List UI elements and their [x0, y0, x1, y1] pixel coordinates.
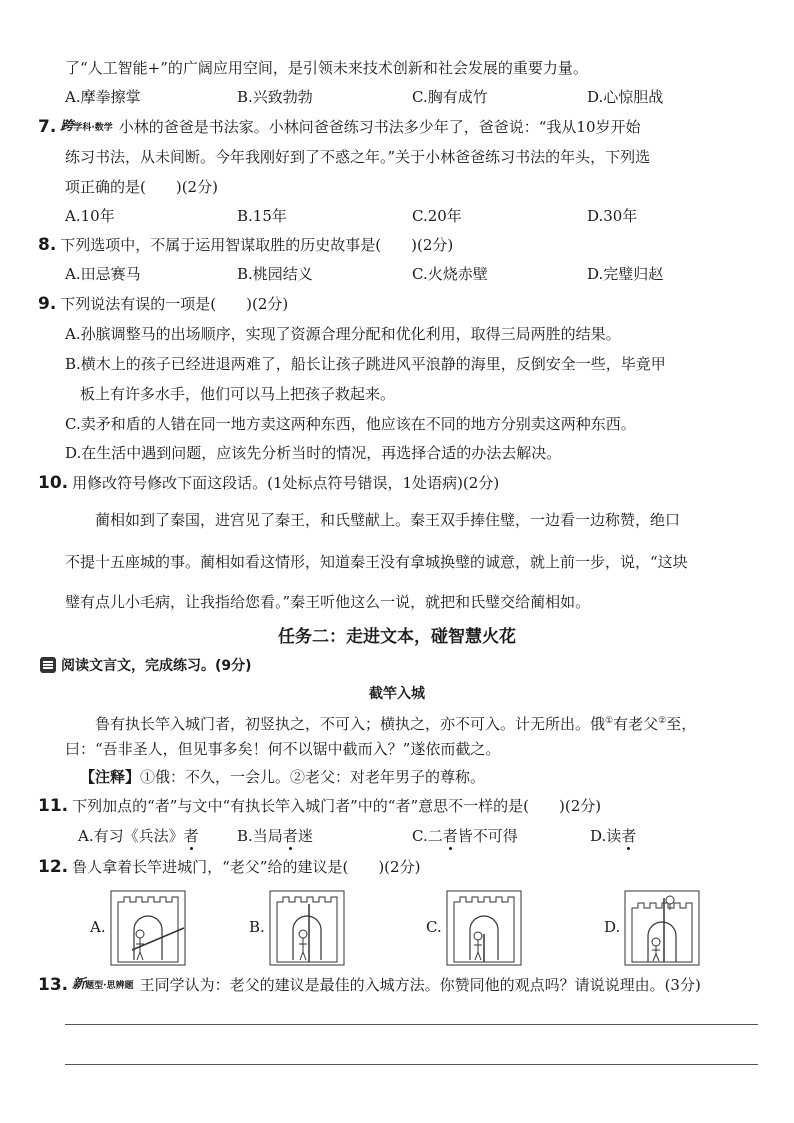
q6-tail-text: 了“人工智能+”的广阔应用空间，是引领未来技术创新和社会发展的重要力量。 — [65, 59, 588, 77]
q9-option-b[interactable]: B.横木上的孩子已经进退两难了，船长让孩子跳进风平浪静的海里，反倒安全一些，毕竟甲 — [65, 355, 666, 373]
q13-number: 13. — [38, 975, 69, 995]
q11-option-d[interactable]: D.读者 — [590, 827, 637, 845]
section-three-icon — [40, 657, 56, 673]
q7-line1: 7. 跨学科·数学 小林的爸爸是书法家。小林问爸爸练习书法多少年了，爸爸说：“我从10岁开始 — [38, 117, 641, 137]
q13-question: 13. 新题型·思辨题 王同学认为：老父的建议是最佳的入城方法。你赞同他的观点吗？请说说理由。(3分) — [38, 975, 701, 995]
q8-option-d[interactable]: D.完璧归赵 — [587, 265, 664, 283]
q6-option-b[interactable]: B.兴致勃勃 — [237, 88, 313, 106]
answer-line-2[interactable] — [65, 1064, 758, 1065]
q9-option-c[interactable]: C.卖矛和盾的人错在同一地方卖这两种东西，他应该在不同的地方分别卖这两种东西。 — [65, 415, 636, 433]
q11-question: 11. 下列加点的“者”与文中“有执长竿入城门者”中的“者”意思不一样的是( )(2分) — [38, 796, 602, 816]
q11-option-a[interactable]: A.有习《兵法》者 — [78, 827, 199, 845]
q7-option-d[interactable]: D.30年 — [587, 207, 638, 225]
q9-option-d[interactable]: D.在生活中遇到问题，应该先分析当时的情况，再选择合适的办法去解决。 — [65, 444, 562, 462]
q7-number: 7. — [38, 117, 57, 137]
q9-option-a[interactable]: A.孙膑调整马的出场顺序，实现了资源合理分配和优化利用，取得三局两胜的结果。 — [65, 325, 621, 343]
q8-option-a[interactable]: A.田忌赛马 — [65, 265, 141, 283]
new-type-tag: 新题型·思辨题 — [72, 977, 134, 992]
q8-number: 8. — [38, 235, 57, 255]
q12-picture-b-gate-vertical-pole[interactable] — [269, 890, 345, 966]
q8-option-c[interactable]: C.火烧赤壁 — [412, 265, 488, 283]
answer-line-1[interactable] — [65, 1024, 758, 1025]
passage-title: 截竿入城 — [369, 686, 425, 702]
q10-question: 10. 用修改符号修改下面这段话。(1处标点符号错误，1处语病)(2分) — [38, 473, 500, 493]
q10-paragraph-line3: 璧有点儿小毛病，让我指给您看。”秦王听他这么一说，就把和氏璧交给蔺相如。 — [65, 593, 591, 611]
task2-title: 任务二：走进文本，碰智慧火花 — [278, 627, 516, 647]
q12-picture-a-gate-diagonal-pole[interactable] — [110, 890, 186, 966]
q7-option-a[interactable]: A.10年 — [65, 207, 115, 225]
q9-question: 9. 下列说法有误的一项是( )(2分) — [38, 294, 289, 314]
q6-option-a[interactable]: A.摩拳擦掌 — [65, 88, 141, 106]
q9-number: 9. — [38, 294, 57, 314]
q10-paragraph-line2: 不提十五座城的事。蔺相如看这情形，知道秦王没有拿城换璧的诚意，就上前一步，说，“这块 — [65, 553, 688, 571]
q12-question: 12. 鲁人拿着长竿进城门，“老父”给的建议是( )(2分) — [38, 857, 421, 877]
q8-option-b[interactable]: B.桃园结义 — [237, 265, 313, 283]
q12-label-b: B. — [249, 918, 265, 936]
q10-paragraph-line1: 蔺相如到了秦国，进宫见了秦王，和氏璧献上。秦王双手捧住璧，一边看一边称赞，绝口 — [95, 511, 681, 529]
q7-line2: 练习书法，从未间断。今年我刚好到了不惑之年。”关于小林爸爸练习书法的年头，下列选 — [65, 148, 651, 166]
passage-line1: 鲁有执长竿入城门者，初竖执之，不可入；横执之，亦不可入。计无所出。俄①有老父②至， — [95, 715, 697, 733]
q9-option-b-cont: 板上有许多水手，他们可以马上把孩子救起来。 — [80, 385, 396, 403]
q8-question: 8. 下列选项中，不属于运用智谋取胜的历史故事是( )(2分) — [38, 235, 454, 255]
q12-label-d: D. — [604, 918, 621, 936]
q12-number: 12. — [38, 857, 69, 877]
q12-picture-d-gate-passing-up[interactable] — [624, 890, 700, 966]
q11-option-b[interactable]: B.当局者迷 — [237, 827, 313, 845]
q12-label-a: A. — [90, 918, 106, 936]
q7-option-c[interactable]: C.20年 — [412, 207, 462, 225]
cross-subject-tag: 跨学科·数学 — [60, 119, 113, 134]
q6-option-c[interactable]: C.胸有成竹 — [412, 88, 488, 106]
q10-number: 10. — [38, 473, 69, 493]
q11-option-c[interactable]: C.二者皆不可得 — [412, 827, 518, 845]
q7-line3: 项正确的是( )(2分) — [65, 178, 218, 196]
q6-option-d[interactable]: D.心惊胆战 — [587, 88, 664, 106]
section3-header: 阅读文言文，完成练习。(9分) — [40, 655, 252, 676]
q7-option-b[interactable]: B.15年 — [237, 207, 287, 225]
q11-number: 11. — [38, 796, 69, 816]
q12-picture-c-gate-cut-pole[interactable] — [446, 890, 522, 966]
passage-note: 【注释】①俄：不久，一会儿。②老父：对老年男子的尊称。 — [80, 768, 486, 786]
passage-line2: 曰：“吾非圣人，但见事多矣！何不以锯中截而入？”遂依而截之。 — [65, 740, 501, 758]
q12-label-c: C. — [426, 918, 442, 936]
